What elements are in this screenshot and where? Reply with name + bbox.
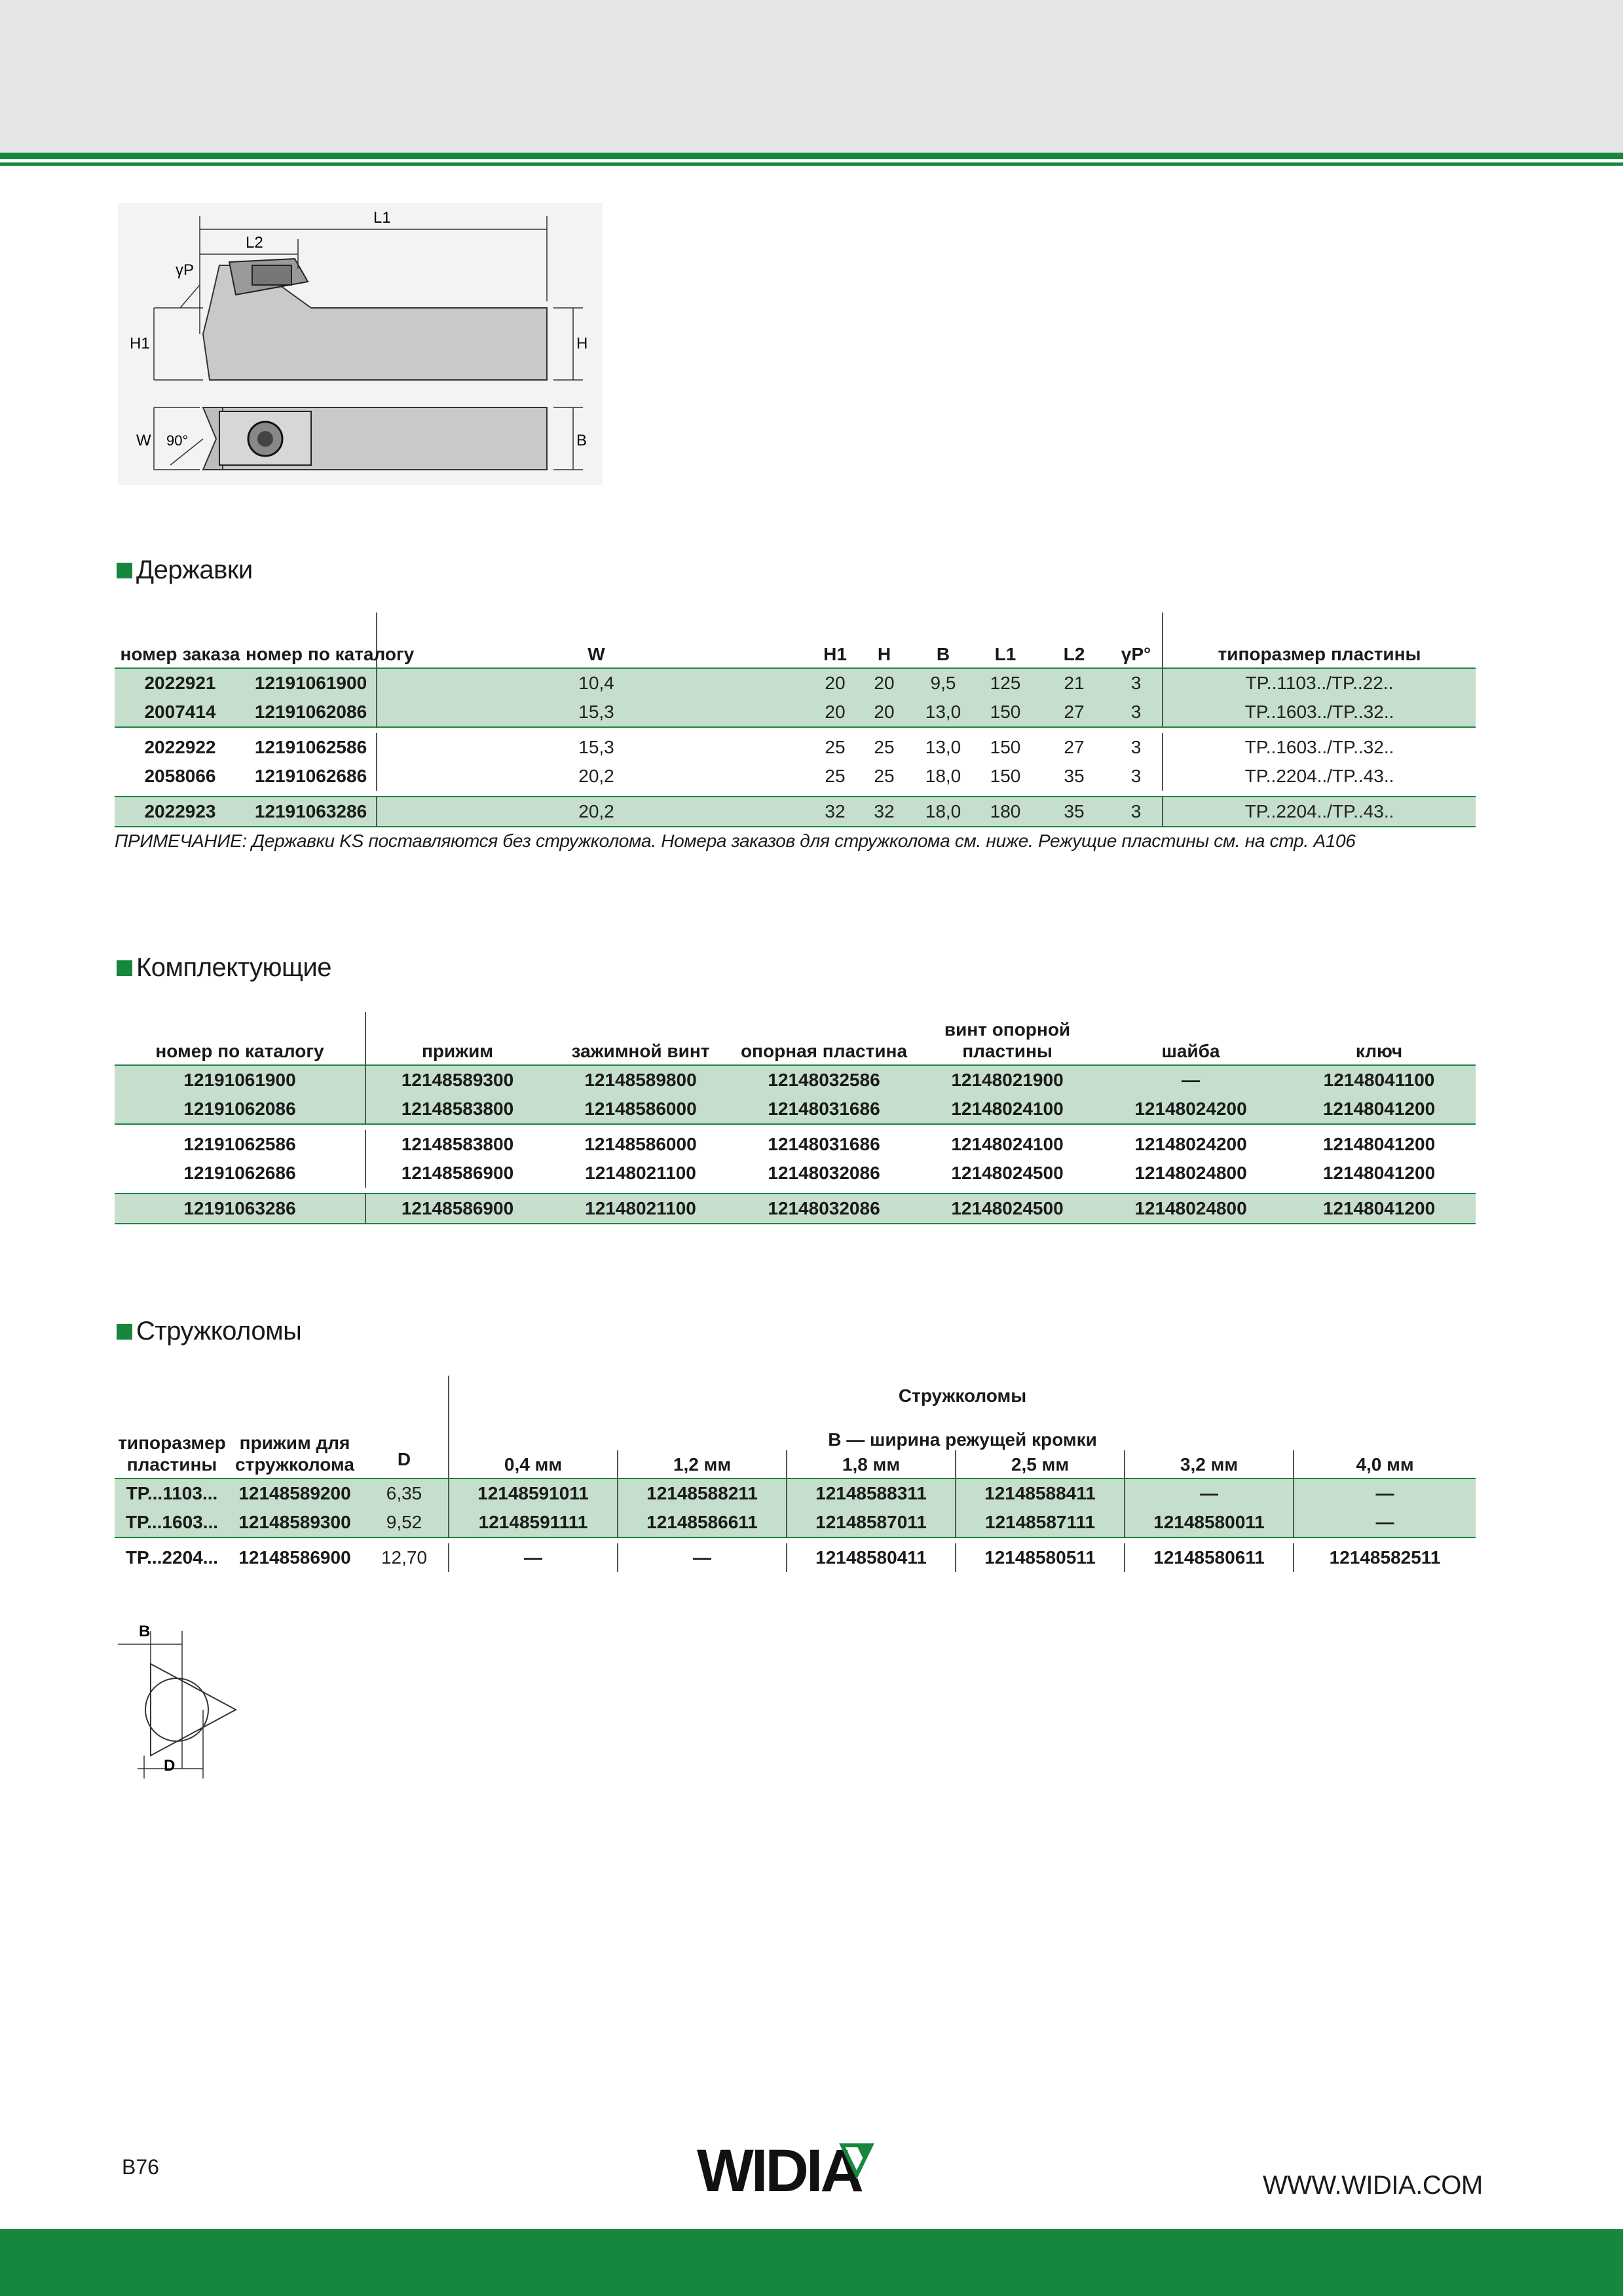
table-cell: — — [1294, 1478, 1476, 1508]
column-header: 4,0 мм — [1294, 1450, 1476, 1478]
chipbreakers-table — [115, 1376, 1476, 1572]
table-row — [115, 1508, 1476, 1537]
table-cell: 2022922 — [144, 737, 216, 757]
table-row — [115, 1543, 1476, 1572]
dim-H1: H1 — [130, 335, 150, 352]
dim-B: B — [576, 432, 588, 449]
header-stripe — [0, 153, 1623, 159]
row-separator — [115, 1188, 1476, 1194]
header-stripe-thin — [0, 162, 1623, 166]
table-cell: 12148024100 — [951, 1134, 1064, 1154]
insert-drawing — [111, 1618, 255, 1788]
table-cell: 12148586900 — [238, 1547, 351, 1568]
column-header: D — [397, 1449, 411, 1469]
table-cell: 150 — [990, 766, 1021, 786]
table-cell: 12148589200 — [229, 1478, 360, 1508]
dim-L1: L1 — [373, 209, 391, 227]
table-cell: — — [1294, 1508, 1476, 1537]
table-cell: TP..1603../TP..32.. — [1163, 733, 1476, 762]
table-cell: TP...1103... — [115, 1478, 229, 1508]
table-cell: 13,0 — [914, 698, 973, 727]
table-cell: 12148031686 — [732, 1095, 916, 1124]
column-header: шайба — [1161, 1041, 1220, 1061]
table-cell: 12148021100 — [585, 1163, 696, 1183]
column-header: 2,5 мм — [956, 1450, 1125, 1478]
table-cell: 12148586900 — [365, 1194, 549, 1224]
table-cell: 12148586900 — [365, 1159, 549, 1188]
table-cell: TP..1603../TP..32.. — [1163, 698, 1476, 727]
table-cell: 9,52 — [360, 1508, 449, 1537]
sub-header: B — ширина режущей кромки — [449, 1418, 1476, 1450]
table-cell: 25 — [874, 766, 895, 786]
table-cell: — — [618, 1543, 787, 1572]
table-cell: 20 — [855, 698, 914, 727]
table-cell: 12148580011 — [1125, 1508, 1294, 1537]
column-header: L2 — [1063, 644, 1085, 664]
holders-table — [115, 612, 1476, 827]
table-row — [115, 1194, 1476, 1224]
table-cell: — — [1099, 1065, 1282, 1095]
table-cell: 25 — [825, 766, 846, 786]
table-cell: 12,70 — [381, 1547, 428, 1568]
column-header: L1 — [994, 644, 1017, 664]
column-header: H — [877, 644, 891, 664]
column-header: 3,2 мм — [1125, 1450, 1294, 1478]
table-cell: 12148591111 — [449, 1508, 618, 1537]
table-cell: 12148041200 — [1322, 1163, 1436, 1183]
table-cell: 12148021100 — [549, 1194, 732, 1224]
table-cell: 12148024800 — [1134, 1163, 1247, 1183]
footer-band — [0, 2229, 1623, 2296]
table-cell: 12148589300 — [365, 1065, 549, 1095]
table-cell: 12191062086 — [246, 698, 377, 727]
table-cell: 12148582511 — [1294, 1543, 1476, 1572]
column-header: типоразмер пластины — [118, 1433, 226, 1475]
table-cell: 12148586611 — [618, 1508, 787, 1537]
column-header: номер заказа — [120, 644, 240, 664]
table-cell: 12148041200 — [1282, 1095, 1476, 1124]
website-url: WWW.WIDIA.COM — [1263, 2171, 1483, 2200]
column-header: 1,8 мм — [787, 1450, 956, 1478]
table-cell: 6,35 — [360, 1478, 449, 1508]
column-header: прижим для стружколома — [235, 1433, 354, 1475]
table-header — [115, 612, 1476, 668]
table-cell: 18,0 — [914, 797, 973, 827]
table-cell: 12191062686 — [183, 1163, 296, 1183]
table-cell: TP..2204../TP..43.. — [1163, 762, 1476, 791]
table-cell: 27 — [1038, 698, 1110, 727]
section-title-holders: Державки — [117, 555, 253, 585]
table-cell: 12148021900 — [916, 1065, 1099, 1095]
table-header-group — [115, 1376, 1476, 1418]
table-cell: 12191062586 — [254, 737, 367, 757]
table-cell: 9,5 — [914, 668, 973, 698]
table-cell: 12148580611 — [1125, 1543, 1294, 1572]
components-table — [115, 1012, 1476, 1224]
dim-gP: γP — [176, 261, 195, 279]
table-row — [115, 1159, 1476, 1188]
column-header: B — [936, 644, 950, 664]
table-cell: TP..1103../TP..22.. — [1163, 668, 1476, 698]
table-cell: 12191061900 — [246, 668, 377, 698]
table-cell: 18,0 — [925, 766, 961, 786]
table-cell: 12148024500 — [916, 1194, 1099, 1224]
table-cell: 32 — [855, 797, 914, 827]
table-cell: 12148588411 — [956, 1478, 1125, 1508]
table-cell: 12191062586 — [183, 1134, 296, 1154]
column-header: прижим — [365, 1012, 549, 1065]
table-cell: TP...2204... — [125, 1547, 219, 1568]
table-cell: 12148587011 — [787, 1508, 956, 1537]
table-cell: — — [449, 1543, 618, 1572]
table-cell: 2058066 — [144, 766, 216, 786]
table-cell: 12148589800 — [549, 1065, 732, 1095]
table-cell: 35 — [1064, 766, 1085, 786]
table-cell: 12191062086 — [115, 1095, 365, 1124]
table-cell: 12148583800 — [365, 1130, 549, 1159]
row-separator — [115, 727, 1476, 733]
table-cell: 13,0 — [925, 737, 961, 757]
column-header: γP° — [1121, 644, 1151, 664]
table-cell: 12148024500 — [951, 1163, 1064, 1183]
table-header — [115, 1012, 1476, 1065]
widia-logo — [697, 2129, 893, 2201]
table-cell: 21 — [1038, 668, 1110, 698]
table-cell: 12191062686 — [254, 766, 367, 786]
table-cell: 35 — [1038, 797, 1110, 827]
table-cell: 20 — [855, 668, 914, 698]
table-row — [115, 1065, 1476, 1095]
table-cell: 20 — [815, 698, 855, 727]
table-cell: 3 — [1130, 766, 1142, 786]
table-cell: 3 — [1110, 698, 1163, 727]
table-cell: 12191061900 — [115, 1065, 365, 1095]
table-cell: 12148024200 — [1099, 1095, 1282, 1124]
table-cell: 125 — [973, 668, 1038, 698]
column-header: номер по каталогу — [155, 1041, 324, 1061]
table-cell: 3 — [1130, 737, 1142, 757]
table-cell: TP...1603... — [115, 1508, 229, 1537]
table-cell: 20 — [815, 668, 855, 698]
dim-L2: L2 — [246, 234, 263, 252]
section-title-chipbreakers: Стружколомы — [117, 1317, 301, 1346]
table-cell: 12148031686 — [768, 1134, 880, 1154]
row-separator — [115, 1124, 1476, 1130]
table-cell: 2022923 — [115, 797, 246, 827]
table-cell: 3 — [1110, 797, 1163, 827]
row-separator — [115, 1537, 1476, 1543]
column-header: W — [377, 612, 815, 668]
column-header: опорная пластина — [740, 1041, 908, 1061]
group-header: Стружколомы — [449, 1376, 1476, 1418]
table-cell: 12148586000 — [584, 1134, 697, 1154]
table-cell: 10,4 — [377, 668, 815, 698]
table-row — [115, 668, 1476, 698]
dim-W: W — [136, 432, 151, 449]
table-cell: 12148580411 — [787, 1543, 956, 1572]
table-cell: 12148586000 — [549, 1095, 732, 1124]
holder-drawing — [118, 203, 603, 485]
table-row — [115, 1095, 1476, 1124]
column-header: типоразмер пластины — [1163, 612, 1476, 668]
table-cell: 12148041200 — [1322, 1134, 1436, 1154]
row-separator — [115, 791, 1476, 797]
table-cell: 20,2 — [377, 762, 815, 791]
table-row — [115, 698, 1476, 727]
table-row — [115, 733, 1476, 762]
page-number: B76 — [122, 2155, 159, 2179]
table-cell: — — [1125, 1478, 1294, 1508]
table-cell: 20,2 — [377, 797, 815, 827]
table-cell: 12191063286 — [115, 1194, 365, 1224]
table-cell: 27 — [1064, 737, 1085, 757]
table-cell: 180 — [973, 797, 1038, 827]
table-cell: 12148032586 — [732, 1065, 916, 1095]
table-cell: 150 — [973, 698, 1038, 727]
table-cell: 2007414 — [115, 698, 246, 727]
table-cell: 12148583800 — [365, 1095, 549, 1124]
table-cell: 12191063286 — [246, 797, 377, 827]
table-cell: 15,3 — [377, 698, 815, 727]
table-cell: 12148587111 — [956, 1508, 1125, 1537]
table-cell: 12148024100 — [916, 1095, 1099, 1124]
column-header: 0,4 мм — [449, 1450, 618, 1478]
table-cell: TP..2204../TP..43.. — [1163, 797, 1476, 827]
table-cell: 12148041200 — [1282, 1194, 1476, 1224]
column-header: винт опорной пластины — [944, 1019, 1071, 1061]
header-band — [0, 0, 1623, 153]
table-cell: 12148032086 — [768, 1163, 880, 1183]
section-title-components: Комплектующие — [117, 953, 331, 983]
table-cell: 12148589300 — [229, 1508, 360, 1537]
table-row — [115, 762, 1476, 791]
table-cell: 25 — [825, 737, 846, 757]
dim-H: H — [576, 335, 588, 352]
dim-angle: 90° — [166, 432, 189, 449]
table-cell: 12148024800 — [1099, 1194, 1282, 1224]
table-cell: 12148041100 — [1282, 1065, 1476, 1095]
column-header: номер по каталогу — [246, 644, 415, 664]
table-cell: 15,3 — [377, 733, 815, 762]
table-cell: 25 — [874, 737, 895, 757]
table-cell: 12148588311 — [787, 1478, 956, 1508]
table-row — [115, 1478, 1476, 1508]
table-cell: 12148588211 — [618, 1478, 787, 1508]
insert-label-D: D — [164, 1757, 176, 1775]
table-row — [115, 1130, 1476, 1159]
svg-text:WIDIA: WIDIA — [697, 2137, 861, 2201]
table-cell: 12148032086 — [732, 1194, 916, 1224]
column-header: 1,2 мм — [618, 1450, 787, 1478]
holders-note: ПРИМЕЧАНИЕ: Державки KS поставляются без стружколома. Номера заказов для стружколома см. ниже. Режущие пластины см. на стр. A106 — [115, 831, 1356, 851]
table-cell: 32 — [815, 797, 855, 827]
table-cell: 12148580511 — [956, 1543, 1125, 1572]
column-header: ключ — [1355, 1041, 1403, 1061]
table-cell: 2022921 — [115, 668, 246, 698]
table-cell: 3 — [1110, 668, 1163, 698]
column-header: H1 — [823, 644, 847, 664]
column-header: зажимной винт — [571, 1041, 710, 1061]
table-cell: 12148591011 — [449, 1478, 618, 1508]
table-cell: 12148024200 — [1134, 1134, 1247, 1154]
table-cell: 150 — [990, 737, 1021, 757]
table-row — [115, 797, 1476, 827]
insert-label-B: B — [139, 1623, 151, 1640]
